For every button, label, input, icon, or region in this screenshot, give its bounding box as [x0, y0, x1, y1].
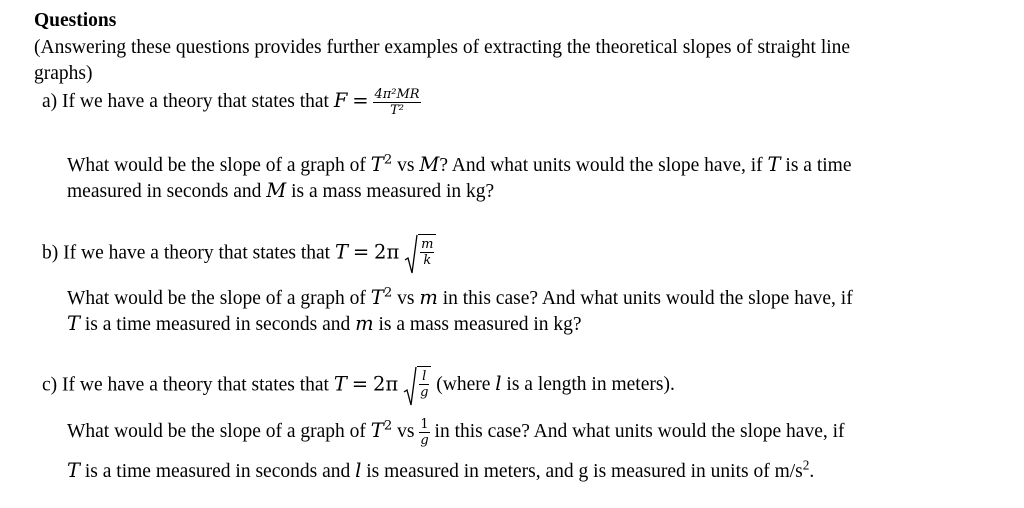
- question-a-prefix: If we have a theory that states that: [62, 90, 329, 112]
- equals-sign: =: [352, 240, 370, 264]
- equals-sign: =: [352, 88, 369, 112]
- question-b-theory: [42, 234, 436, 274]
- square-root: [404, 234, 436, 274]
- radical-sign-icon: [403, 366, 417, 406]
- question-a-theory: [42, 88, 421, 117]
- fraction-denominator: T²: [390, 103, 404, 118]
- equals-sign: =: [351, 372, 369, 396]
- fraction-l-over-g: $\frac{l}{g}$: [420, 369, 429, 400]
- question-b-label: b): [42, 242, 59, 264]
- var-F: F: [333, 88, 348, 112]
- question-c-line-2: T is a time measured in seconds and l is measured in meters, and g is measured in units of $m/s^2$.: [67, 457, 815, 482]
- question-b-line-2: T is a time measured in seconds and m is a mass measured in kg?: [67, 312, 582, 335]
- intro-line-2: graphs): [34, 63, 93, 84]
- question-a-label: a): [42, 90, 58, 112]
- coefficient-2pi: 2π: [372, 372, 399, 396]
- radical-sign-icon: [404, 234, 418, 274]
- coefficient-2pi: 2π: [374, 240, 400, 264]
- question-c-prefix: If we have a theory that states that: [62, 374, 329, 396]
- question-c-theory: [42, 366, 675, 406]
- fraction-F: [373, 88, 420, 117]
- where-note: (where l is a length in meters).: [436, 372, 675, 396]
- question-a-line-1: What would be the slope of a graph of $T^2$ vs M? And what units would the slope have, if T is a time: [67, 152, 852, 176]
- square-root: [403, 366, 431, 406]
- fraction-numerator: 4π²MR: [374, 87, 420, 102]
- question-b-line-1: What would be the slope of a graph of $T^2$ vs m in this case? And what units would the slope have, if: [67, 285, 853, 309]
- var-T: T: [333, 372, 347, 396]
- questions-heading: Questions: [34, 10, 117, 31]
- question-b-prefix: If we have a theory that states that: [63, 242, 331, 264]
- intro-line-1: (Answering these questions provides further examples of extracting the theoretical slopes of straight line: [34, 37, 851, 58]
- question-c-line-1: What would be the slope of a graph of $T^2$ vs $\frac{1}{g}$ in this case? And what units would the slope have, if: [67, 417, 845, 448]
- fraction-1-over-g: $\frac{1}{g}$: [420, 417, 429, 448]
- question-c-label: c): [42, 374, 58, 396]
- var-T: T: [334, 240, 348, 264]
- question-a-line-2: measured in seconds and M is a mass measured in kg?: [67, 179, 495, 202]
- fraction-m-over-k: $\frac{m}{k}$: [421, 237, 434, 268]
